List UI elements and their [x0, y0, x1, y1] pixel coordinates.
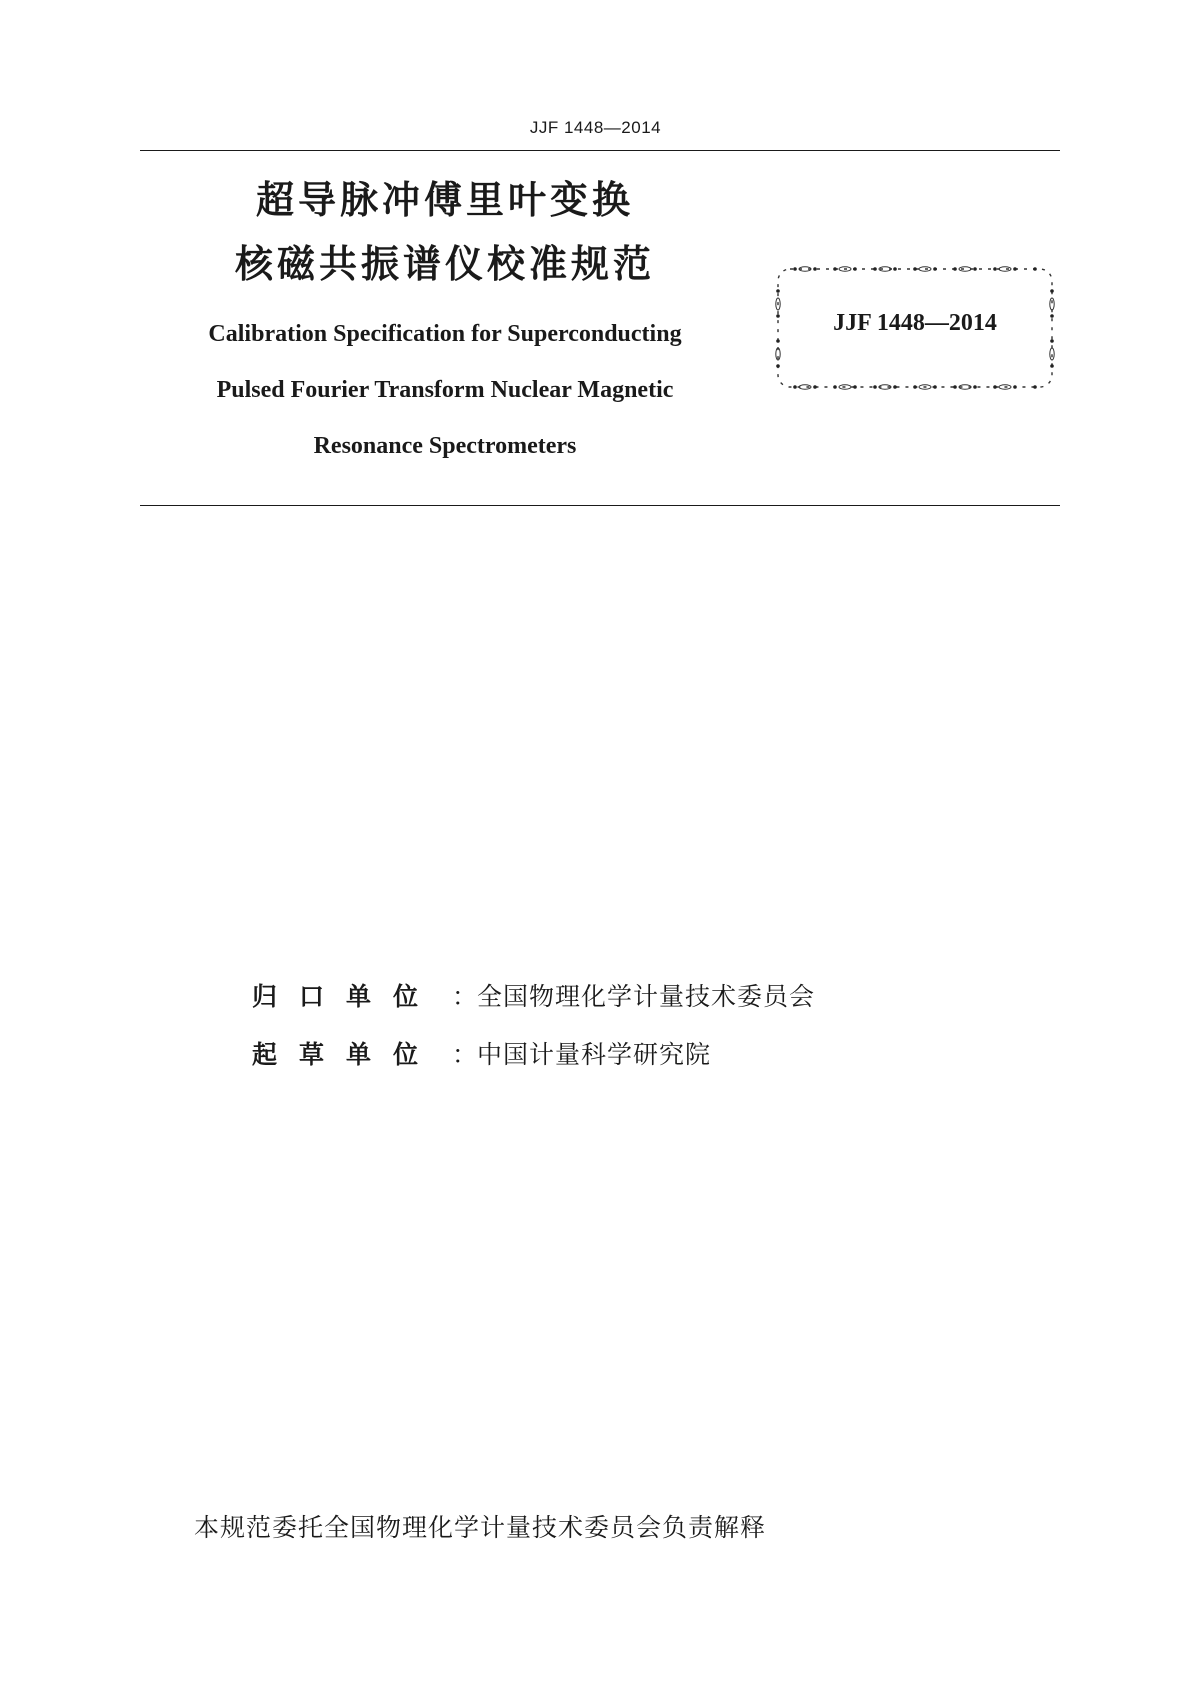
bottom-divider: [140, 505, 1060, 506]
org-value: 全国物理化学计量技术委员会: [477, 982, 816, 1011]
org-row-drafting: [252, 1026, 815, 1084]
interpretation-note: 本规范委托全国物理化学计量技术委员会负责解释: [194, 1513, 767, 1542]
title-en-line3: Resonance Spectrometers: [313, 433, 577, 459]
org-label: 起草单位: [252, 1040, 441, 1069]
title-en-line1: Calibration Specification for Superconducting: [208, 321, 682, 347]
top-divider: [140, 150, 1060, 151]
title-en-line2: Pulsed Fourier Transform Nuclear Magnetic: [216, 377, 674, 403]
standard-code: JJF 1448—2014: [833, 310, 997, 336]
org-row-responsible: [252, 968, 815, 1026]
header-standard-code: JJF 1448—2014: [529, 118, 662, 137]
title-block: [140, 170, 750, 474]
org-label: 归口单位: [252, 982, 441, 1011]
org-separator: ：: [452, 1040, 478, 1069]
title-cn-line1: 超导脉冲傅里叶变换: [255, 178, 634, 222]
org-value: 中国计量科学研究院: [477, 1040, 712, 1069]
org-separator: ：: [452, 982, 478, 1011]
organization-block: [252, 968, 815, 1084]
title-cn-line2: 核磁共振谱仪校准规范: [234, 242, 655, 286]
standard-code-box: [775, 266, 1055, 390]
